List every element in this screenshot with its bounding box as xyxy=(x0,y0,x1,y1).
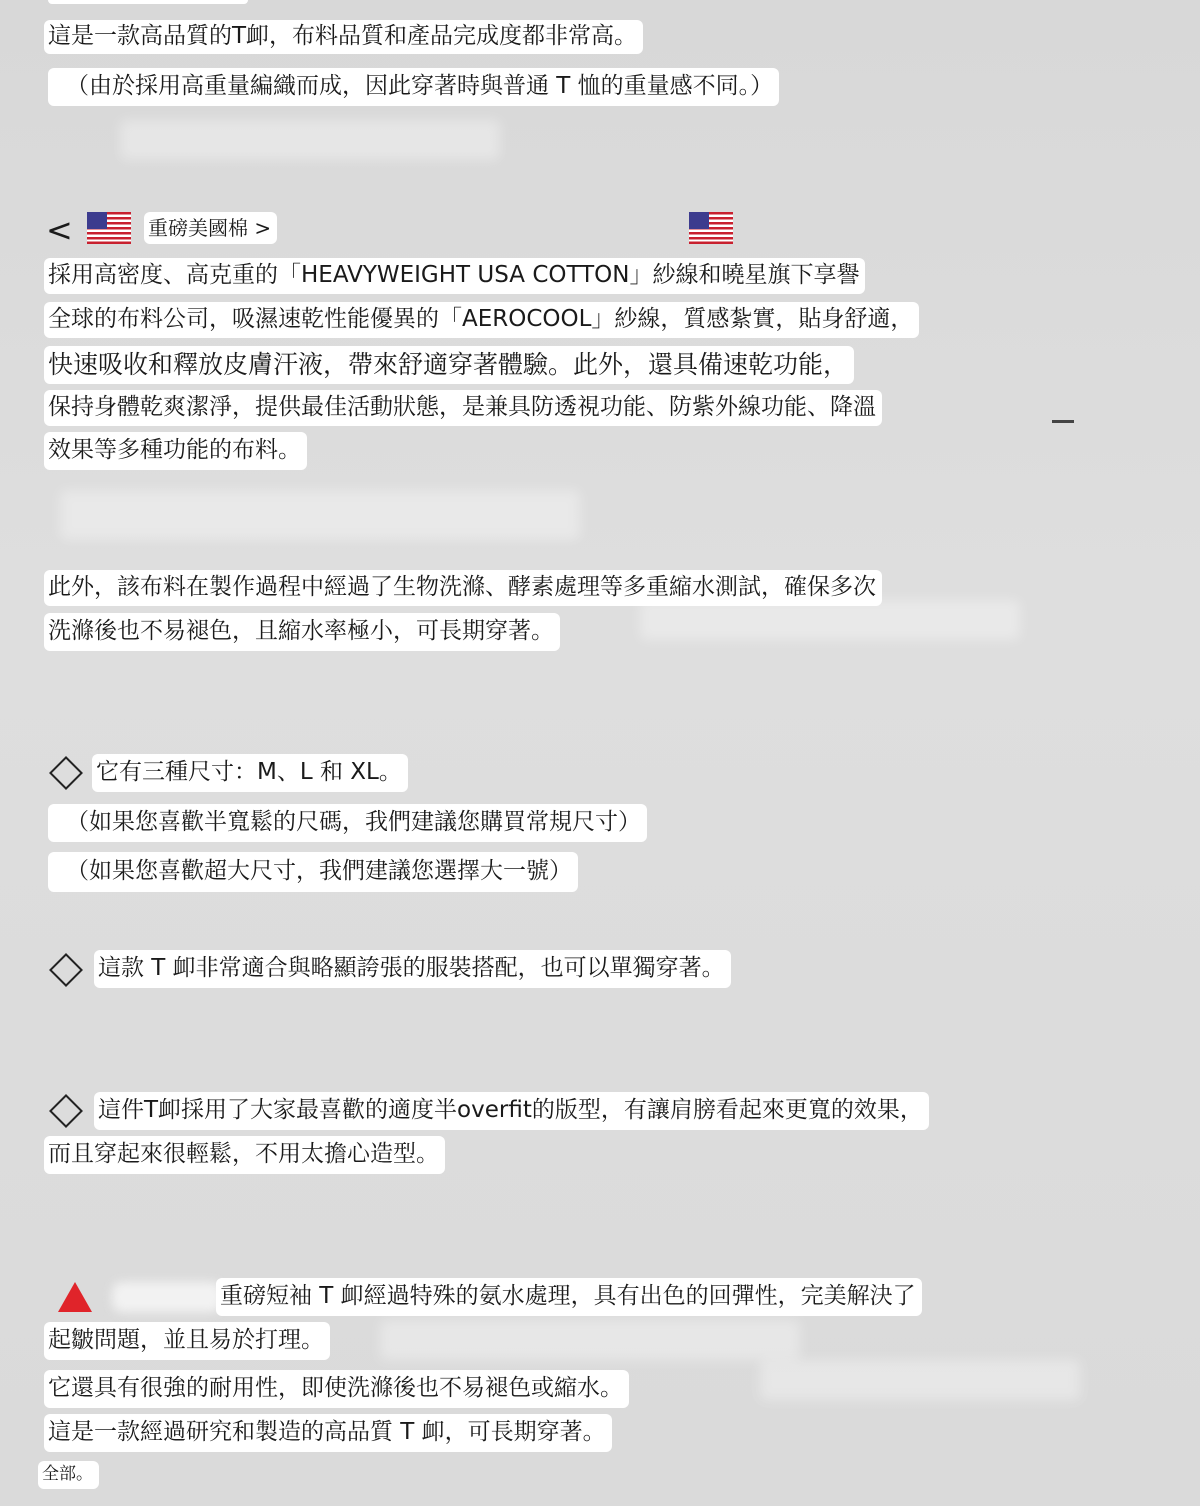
cropped-highlight-top xyxy=(48,0,248,4)
fabric-desc-line-4: 保持身體乾爽潔淨，提供最佳活動狀態，是兼具防透視功能、防紫外線功能、降溫 xyxy=(44,390,882,426)
fabric-desc-line-2: 全球的布料公司，吸濕速乾性能優異的「AEROCOOL」紗線，質感紮實，貼身舒適， xyxy=(44,302,919,338)
background-smudge xyxy=(380,1320,800,1360)
back-chevron-icon[interactable]: < xyxy=(46,211,73,249)
fit-line-2: 而且穿起來很輕鬆，不用太擔心造型。 xyxy=(44,1136,445,1174)
ammonia-line-4: 這是一款經過研究和製造的高品質 T 卹，可長期穿著。 xyxy=(44,1414,612,1452)
fabric-desc-line-5: 效果等多種功能的布料。 xyxy=(44,432,307,470)
diamond-outline-icon xyxy=(49,756,83,790)
fabric-tag-link[interactable]: 重磅美國棉 > xyxy=(144,212,277,244)
red-triangle-icon xyxy=(58,1282,92,1312)
fit-line-1: 這件T卹採用了大家最喜歡的適度半overfit的版型，有讓肩膀看起來更寬的效果， xyxy=(94,1092,929,1130)
shrink-line-1: 此外，該布料在製作過程中經過了生物洗滌、酵素處理等多重縮水測試，確保多次 xyxy=(44,570,882,606)
sizes-line-3: （如果您喜歡超大尺寸，我們建議您選擇大一號） xyxy=(48,852,578,892)
ammonia-line-1: 重磅短袖 T 卹經過特殊的氨水處理，具有出色的回彈性，完美解決了 xyxy=(216,1278,922,1316)
sizes-line-1: 它有三種尺寸：M、L 和 XL。 xyxy=(92,754,408,792)
ammonia-line-2: 起皺問題，並且易於打理。 xyxy=(44,1322,330,1360)
us-flag-icon xyxy=(87,212,131,244)
fabric-desc-line-3: 快速吸收和釋放皮膚汗液，帶來舒適穿著體驗。此外，還具備速乾功能， xyxy=(44,346,854,384)
background-smudge xyxy=(60,490,580,540)
diamond-outline-icon xyxy=(49,953,83,987)
shrink-line-2: 洗滌後也不易褪色，且縮水率極小，可長期穿著。 xyxy=(44,613,560,651)
us-flag-icon xyxy=(689,212,733,244)
styling-line-1: 這款 T 卹非常適合與略顯誇張的服裝搭配，也可以單獨穿著。 xyxy=(94,950,731,988)
background-smudge xyxy=(760,1360,1080,1400)
diamond-outline-icon xyxy=(49,1094,83,1128)
fabric-desc-line-1: 採用高密度、高克重的「HEAVYWEIGHT USA COTTON」紗線和曉星旗下享譽 xyxy=(44,258,865,294)
blurred-redaction xyxy=(112,1282,222,1312)
intro-line-1: 這是一款高品質的T卹，布料品質和產品完成度都非常高。 xyxy=(44,20,643,54)
ammonia-line-3: 它還具有很強的耐用性，即使洗滌後也不易褪色或縮水。 xyxy=(44,1370,629,1408)
sizes-line-2: （如果您喜歡半寬鬆的尺碼，我們建議您購買常規尺寸） xyxy=(48,804,647,842)
background-smudge xyxy=(640,600,1020,640)
intro-line-2: （由於採用高重量編織而成，因此穿著時與普通 T 恤的重量感不同。） xyxy=(48,68,779,106)
dash-mark xyxy=(1052,420,1074,423)
background-smudge xyxy=(120,120,500,160)
show-all-link[interactable]: 全部。 xyxy=(38,1461,99,1489)
